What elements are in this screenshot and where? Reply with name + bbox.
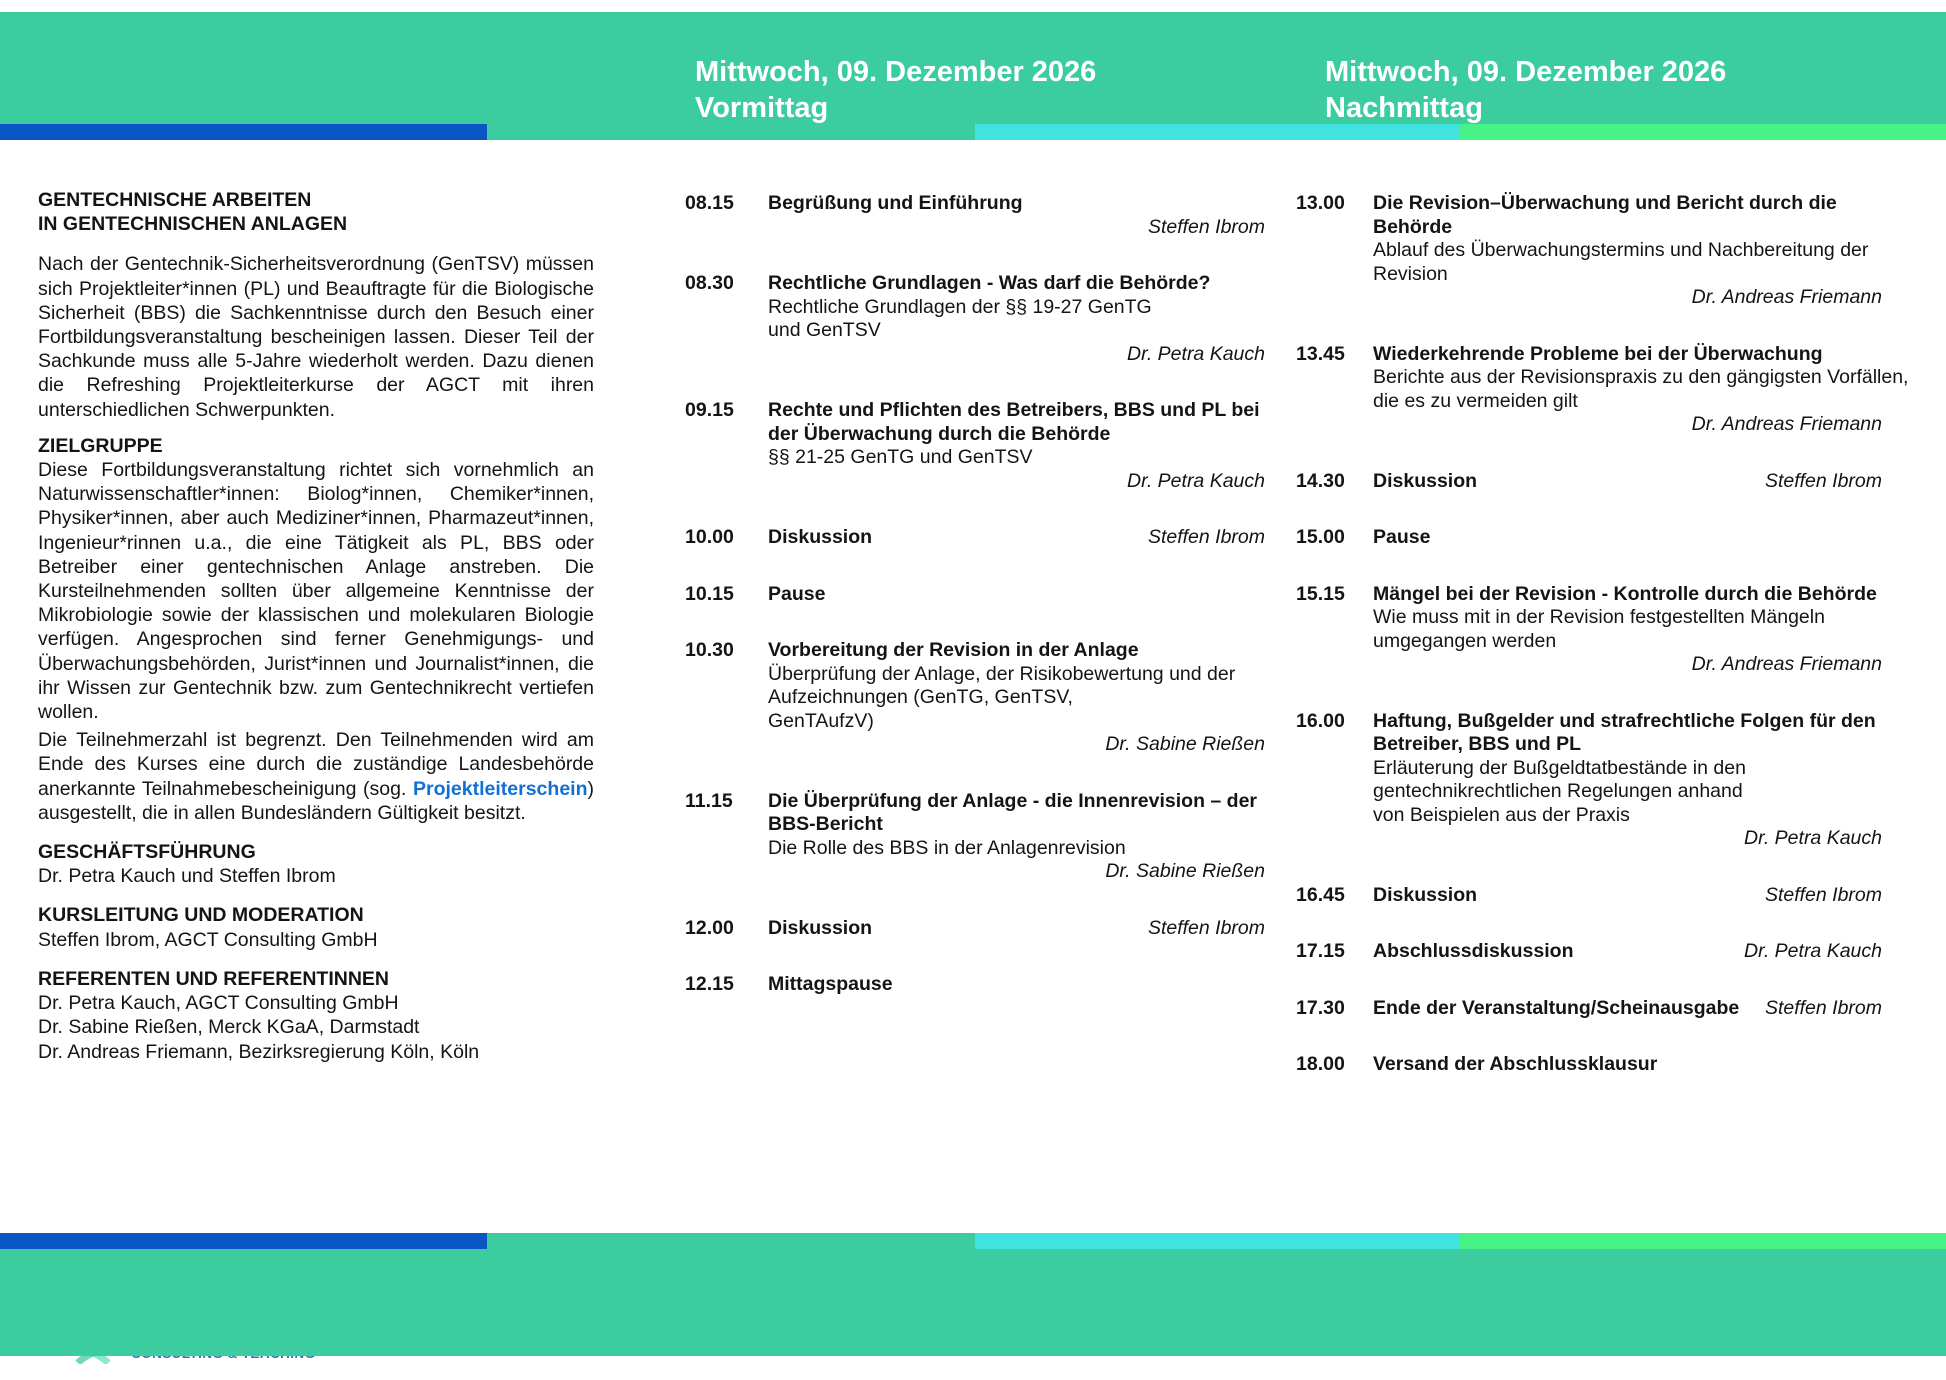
- item-title: Diskussion: [1373, 883, 1478, 906]
- item-body: [1373, 997, 1882, 1021]
- item-desc-line: GenTAufzV): [768, 709, 874, 732]
- item-title: Diskussion: [768, 916, 873, 939]
- schedule-item: [1296, 884, 1882, 908]
- item-title-line: Pause: [1373, 526, 1431, 548]
- afternoon-schedule: [1296, 192, 1909, 1110]
- item-time: 15.15: [1296, 582, 1345, 605]
- schedule-item: [685, 583, 1265, 607]
- item-time: 16.00: [1296, 709, 1345, 732]
- item-time: 08.15: [685, 192, 734, 214]
- item-speaker: Dr. Sabine Rießen: [1105, 860, 1265, 882]
- document-title: [38, 188, 594, 236]
- afternoon-header: [1325, 54, 1726, 126]
- item-desc-line: umgegangen werden: [1373, 629, 1557, 652]
- morning-schedule: [685, 192, 1265, 1030]
- item-time: 09.15: [685, 399, 734, 421]
- item-time: 08.30: [685, 272, 734, 294]
- info-section-line: Dr. Petra Kauch, AGCT Consulting GmbH: [38, 992, 399, 1015]
- schedule-item: [1296, 710, 1882, 851]
- info-section: [38, 903, 594, 951]
- stripe-green: [1460, 1233, 1946, 1249]
- item-title-line: Versand der Abschlussklausur: [1373, 1053, 1658, 1075]
- item-speaker: Dr. Petra Kauch: [1126, 469, 1265, 492]
- info-column: [38, 188, 594, 1064]
- item-title: Diskussion: [1373, 469, 1478, 492]
- item-title: Abschlussdiskussion: [1373, 940, 1574, 962]
- item-speaker: Steffen Ibrom: [1147, 916, 1265, 939]
- info-section-line: Dr. Andreas Friemann, Bezirksregierung Köln, Köln: [38, 1040, 480, 1063]
- info-section: [38, 967, 594, 1064]
- item-speaker: Steffen Ibrom: [1147, 526, 1265, 548]
- item-title-line: Begrüßung und Einführung: [768, 192, 1023, 214]
- item-title-line: der Überwachung durch die Behörde: [768, 422, 1111, 445]
- item-desc-line: Revision: [1373, 262, 1448, 285]
- item-body: [1373, 526, 1882, 550]
- schedule-item: [685, 399, 1265, 493]
- item-title-row: [1373, 997, 1882, 1021]
- info-section-line: Steffen Ibrom, AGCT Consulting GmbH: [38, 928, 378, 951]
- item-body: [1373, 710, 1882, 851]
- item-body: [768, 399, 1265, 493]
- item-desc-line: von Beispielen aus der Praxis: [1373, 803, 1630, 826]
- item-title-line: Haftung, Bußgelder und strafrechtliche Folgen für den: [1373, 709, 1876, 732]
- item-title-line: Mängel bei der Revision - Kontrolle durch die Behörde: [1373, 582, 1877, 605]
- info-section-heading: GESCHÄFTSFÜHRUNG: [38, 841, 256, 864]
- item-title-line: Rechtliche Grundlagen - Was darf die Behörde?: [768, 272, 1211, 294]
- projektleiterschein-link[interactable]: Projektleiterschein: [413, 777, 588, 800]
- item-time: 14.30: [1296, 469, 1345, 492]
- item-time: 16.45: [1296, 883, 1345, 906]
- schedule-item: [1296, 192, 1882, 310]
- item-time: 15.00: [1296, 526, 1345, 548]
- item-speaker: Dr. Andreas Friemann: [1691, 653, 1882, 675]
- schedule-item: [1296, 583, 1882, 677]
- item-body: [768, 583, 1265, 607]
- item-desc-line: Wie muss mit in der Revision festgestellten Mängeln: [1373, 606, 1825, 628]
- item-body: [768, 973, 1265, 997]
- item-speaker: Steffen Ibrom: [1764, 469, 1882, 492]
- item-body: [1373, 940, 1882, 964]
- schedule-item: [685, 639, 1265, 757]
- participants-paragraph: [38, 728, 594, 825]
- item-desc-line: Überprüfung der Anlage, der Risikobewertung und der: [768, 662, 1236, 685]
- schedule-item: [1296, 526, 1882, 550]
- item-time: 17.15: [1296, 940, 1345, 962]
- schedule-item: [685, 192, 1265, 239]
- item-time: 13.45: [1296, 342, 1345, 365]
- item-time: 10.15: [685, 582, 734, 605]
- intro-paragraph: Nach der Gentechnik-Sicherheitsverordnung (GenTSV) müssen sich Projektleiter*innen (PL) und Beauftragte für die Biologische Sicherheit (BBS) die Sachkenntnisse durch den Besuch einer Fortbildungsveranstaltung bescheinigen lassen. Dieser Teil der Sachkunde muss alle 5-Jahre wiederholt werden. Dazu dienen die Refreshing Projektleiterkurse der AGCT mit ihren unterschiedlichen Schwerpunkten.: [38, 253, 594, 421]
- item-title-row: [768, 917, 1265, 941]
- item-time: 12.15: [685, 973, 734, 995]
- stripe-teal: [487, 124, 975, 140]
- item-desc-line: Ablauf des Überwachungstermins und Nachbereitung der: [1373, 239, 1869, 261]
- item-desc-line: §§ 21-25 GenTG und GenTSV: [768, 446, 1033, 468]
- info-section-heading: REFERENTEN UND REFERENTINNEN: [38, 967, 390, 990]
- item-body: [768, 790, 1265, 884]
- stripe-teal: [487, 1233, 975, 1249]
- item-time: 18.00: [1296, 1053, 1345, 1075]
- bottom-band: [0, 1249, 1946, 1356]
- item-desc-line: und GenTSV: [768, 319, 881, 341]
- item-time: 11.15: [685, 789, 733, 812]
- item-title-row: [1373, 470, 1882, 494]
- item-speaker: Dr. Sabine Rießen: [1105, 733, 1265, 755]
- item-title-line: Wiederkehrende Probleme bei der Überwachung: [1373, 342, 1823, 365]
- schedule-item: [1296, 940, 1882, 964]
- item-body: [768, 272, 1265, 366]
- schedule-item: [685, 973, 1265, 997]
- item-desc-line: Rechtliche Grundlagen der §§ 19-27 GenTG: [768, 295, 1152, 318]
- info-section: [38, 840, 594, 888]
- schedule-item: [685, 526, 1265, 550]
- stripe-cyan: [975, 1233, 1460, 1249]
- info-section-line: Dr. Sabine Rießen, Merck KGaA, Darmstadt: [38, 1016, 420, 1039]
- item-desc-line: Erläuterung der Bußgeldtatbestände in den: [1373, 756, 1746, 779]
- schedule-item: [685, 790, 1265, 884]
- item-speaker: Steffen Ibrom: [1147, 215, 1265, 238]
- item-title-line: Die Revision–Überwachung und Bericht durch die: [1373, 192, 1837, 214]
- afternoon-header-date: Mittwoch, 09. Dezember 2026: [1325, 56, 1727, 88]
- item-title-row: [1373, 940, 1882, 964]
- schedule-item: [1296, 997, 1882, 1021]
- item-title-line: Betreiber, BBS und PL: [1373, 733, 1582, 755]
- item-title-row: [1373, 884, 1882, 908]
- item-title-line: Rechte und Pflichten des Betreibers, BBS und PL bei: [768, 399, 1260, 421]
- stripe-blue: [0, 1233, 487, 1249]
- item-desc-line: Die Rolle des BBS in der Anlagenrevision: [768, 836, 1126, 859]
- item-body: [1373, 884, 1882, 908]
- item-speaker: Dr. Petra Kauch: [1743, 940, 1882, 962]
- morning-header-date: Mittwoch, 09. Dezember 2026: [695, 56, 1097, 88]
- top-stripes: [0, 124, 1946, 140]
- zielgruppe-paragraph: Diese Fortbildungsveranstaltung richtet sich vornehmlich an Naturwissenschaftler*innen: Biolog*innen, Chemiker*innen, Physiker*innen, aber auch Mediziner*innen, Pharmazeut*innen, Ingenieur*rinnen u.a., die eine Tätigkeit als PL, BBS oder Betreiber einer gentechnischen Anlage anstreben. Die Kursteilnehmenden sollten über allgemeine Kenntnisse der Mikrobiologie sowie der klassischen und molekularen Biologie verfügen. Angesprochen sind ferner Genehmigungs- und Überwachungsbehörden, Jurist*innen und Journalist*innen, die ihr Wissen zur Gentechnik bzw. zum Gentechnikrecht vertiefen wollen.: [38, 459, 594, 724]
- item-speaker: Steffen Ibrom: [1764, 996, 1882, 1019]
- item-body: [1373, 583, 1882, 677]
- info-section-heading: KURSLEITUNG UND MODERATION: [38, 904, 364, 927]
- item-time: 13.00: [1296, 192, 1345, 214]
- item-body: [1373, 1053, 1882, 1077]
- item-speaker: Dr. Andreas Friemann: [1691, 413, 1882, 435]
- item-body: [1373, 342, 1909, 437]
- item-speaker: Dr. Petra Kauch: [1743, 827, 1882, 849]
- item-time: 10.30: [685, 639, 734, 661]
- item-title-line: Behörde: [1373, 215, 1453, 238]
- item-speaker: Dr. Petra Kauch: [1126, 342, 1265, 365]
- item-body: [1373, 470, 1882, 494]
- item-desc-line: gentechnikrechtlichen Regelungen anhand: [1373, 780, 1743, 802]
- zielgruppe-section: [38, 434, 594, 724]
- item-body: [768, 917, 1265, 941]
- participants-text-before: Die Teilnehmerzahl ist begrenzt. Den Teilnehmenden wird am Ende des Kurses eine durch die zuständige Landesbehörde anerkannte Teilnahmebescheinigung (sog.: [38, 729, 594, 800]
- schedule-item: [1296, 342, 1909, 437]
- stripe-blue: [0, 124, 487, 140]
- item-title-row: [768, 526, 1265, 550]
- bottom-stripes: [0, 1233, 1946, 1249]
- info-sections: [38, 840, 594, 1064]
- item-body: [768, 192, 1265, 239]
- item-title: Ende der Veranstaltung/Scheinausgabe: [1373, 996, 1740, 1019]
- schedule-item: [685, 272, 1265, 366]
- info-section-line: Dr. Petra Kauch und Steffen Ibrom: [38, 865, 336, 888]
- item-body: [768, 526, 1265, 550]
- participants-text-after: ) ausgestellt, die in allen Bundesländern Gültigkeit besitzt.: [38, 777, 594, 824]
- stripe-cyan: [975, 124, 1460, 140]
- item-desc-line: Aufzeichnungen (GenTG, GenTSV,: [768, 686, 1073, 708]
- item-desc-line: Berichte aus der Revisionspraxis zu den gängigsten Vorfällen,: [1373, 366, 1909, 388]
- item-time: 17.30: [1296, 996, 1345, 1019]
- item-title: Diskussion: [768, 526, 873, 548]
- item-time: 10.00: [685, 526, 734, 548]
- item-title-line: BBS-Bericht: [768, 813, 883, 835]
- item-title-line: Vorbereitung der Revision in der Anlage: [768, 639, 1139, 661]
- item-title-line: Mittagspause: [768, 973, 893, 995]
- item-speaker: Dr. Andreas Friemann: [1691, 286, 1882, 308]
- stripe-green: [1460, 124, 1946, 140]
- schedule-item: [1296, 470, 1882, 494]
- document-title-line: GENTECHNISCHE ARBEITEN: [38, 189, 312, 211]
- item-speaker: Steffen Ibrom: [1764, 883, 1882, 906]
- afternoon-header-label: Nachmittag: [1325, 92, 1483, 124]
- item-body: [1373, 192, 1882, 310]
- top-band: [0, 12, 1946, 124]
- morning-header: [695, 54, 1096, 126]
- schedule-item: [685, 917, 1265, 941]
- document-title-line: IN GENTECHNISCHEN ANLAGEN: [38, 213, 348, 236]
- schedule-item: [1296, 1053, 1882, 1077]
- item-body: [768, 639, 1265, 757]
- item-title-line: Pause: [768, 582, 826, 605]
- morning-header-label: Vormittag: [695, 92, 829, 124]
- item-title-line: Die Überprüfung der Anlage - die Innenrevision – der: [768, 789, 1258, 812]
- item-desc-line: die es zu vermeiden gilt: [1373, 389, 1578, 412]
- zielgruppe-heading: ZIELGRUPPE: [38, 434, 163, 457]
- item-time: 12.00: [685, 916, 734, 939]
